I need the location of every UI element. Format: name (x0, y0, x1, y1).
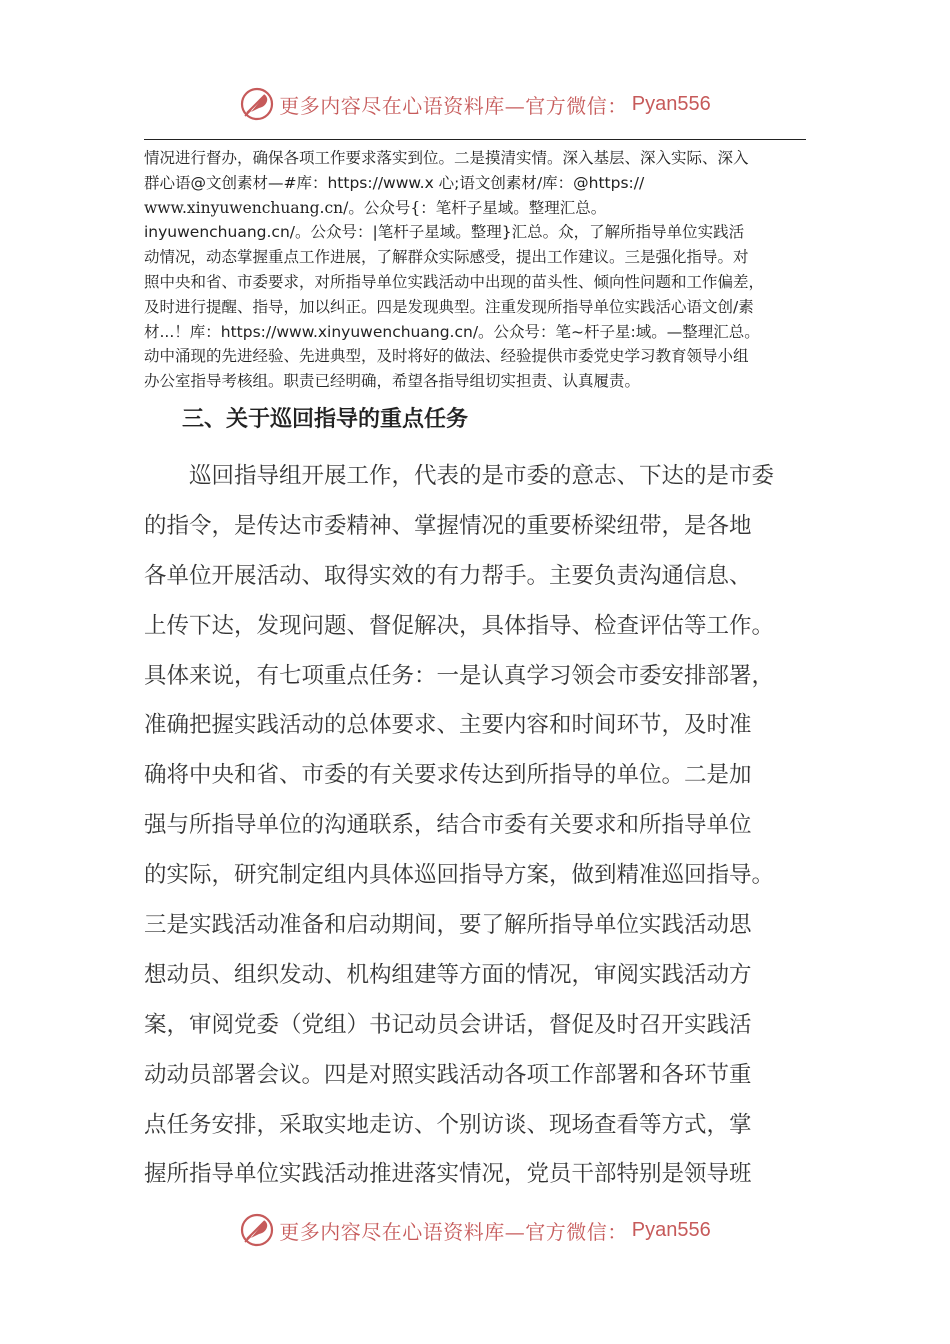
banner-wechat-handle: Pyan556 (631, 1218, 711, 1241)
text-line: 想动员、组织发动、机构组建等方面的情况，审阅实践活动方 (144, 961, 752, 988)
text-line: 点任务安排，采取实地走访、个别访谈、现场查看等方式，掌 (144, 1111, 752, 1138)
section-body-paragraph (144, 452, 814, 1200)
text-line: www.xinyuwenchuang.cn/。公众号{：笔杆子星域。整理汇总。 (144, 198, 607, 217)
text-line: 的指令，是传达市委精神、掌握情况的重要桥梁纽带，是各地 (144, 512, 752, 539)
banner-slogan: 更多内容尽在心语资料库—官方微信： (279, 1219, 628, 1244)
text-line: 群心语@文创素材—#库：https://www.x 心;语文创素材/库：@https:// (144, 173, 645, 192)
quill-logo-icon (239, 86, 275, 122)
continuation-paragraph (144, 146, 809, 394)
text-line: 的实际，研究制定组内具体巡回指导方案，做到精准巡回指导。 (144, 862, 775, 889)
banner-wechat-handle: Pyan556 (631, 92, 711, 115)
text-line: 动情况，动态掌握重点工作进展，了解群众实际感受，提出工作建议。三是强化指导。对 (144, 248, 749, 267)
text-line: 及时进行提醒、指导，加以纠正。四是发现典型。注重发现所指导单位实践活心语文创/素 (144, 297, 754, 316)
text-line: 确将中央和省、市委的有关要求传达到所指导的单位。二是加 (144, 762, 752, 789)
text-line: 动中涌现的先进经验、先进典型，及时将好的做法、经验提供市委党史学习教育领导小组 (144, 347, 749, 366)
section-heading: 三、关于巡回指导的重点任务 (182, 407, 469, 432)
text-line: 情况进行督办，确保各项工作要求落实到位。二是摸清实情。深入基层、深入实际、深入 (144, 149, 749, 167)
text-line: 上传下达，发现问题、督促解决，具体指导、检查评估等工作。 (144, 612, 775, 639)
text-line: 握所指导单位实践活动推进落实情况，党员干部特别是领导班 (144, 1161, 752, 1188)
text-line: inyuwenchuang.cn/。公众号：|笔杆子星域。整理}汇总。众，了解所指导单位实践活 (144, 223, 745, 242)
text-line: 材...！库：https://www.xinyuwenchuang.cn/。公众号：笔~杆子星:域。—整理汇总。 (144, 322, 760, 341)
text-line: 动动员部署会议。四是对照实践活动各项工作部署和各环节重 (144, 1061, 752, 1088)
text-line: 三是实践活动准备和启动期间，要了解所指导单位实践活动思 (144, 912, 752, 939)
banner-slogan: 更多内容尽在心语资料库—官方微信： (279, 93, 628, 118)
text-line: 照中央和省、市委要求，对所指导单位实践活动中出现的苗头性、倾向性问题和工作偏差， (144, 272, 765, 291)
text-line: 案，审阅党委（党组）书记动员会讲话，督促及时召开实践活 (144, 1011, 752, 1038)
text-line: 各单位开展活动、取得实效的有力帮手。主要负责沟通信息、 (144, 562, 752, 589)
footer-banner (0, 1208, 950, 1252)
text-line: 具体来说，有七项重点任务：一是认真学习领会市委安排部署， (144, 662, 775, 689)
quill-logo-icon (239, 1212, 275, 1248)
text-line: 巡回指导组开展工作，代表的是市委的意志、下达的是市委 (144, 463, 775, 489)
text-line: 办公室指导考核组。职责已经明确，希望各指导组切实担责、认真履责。 (144, 372, 641, 391)
header-divider (144, 139, 806, 140)
text-line: 准确把握实践活动的总体要求、主要内容和时间环节，及时准 (144, 712, 752, 739)
header-banner (0, 82, 950, 126)
text-line: 强与所指导单位的沟通联系，结合市委有关要求和所指导单位 (144, 812, 752, 839)
